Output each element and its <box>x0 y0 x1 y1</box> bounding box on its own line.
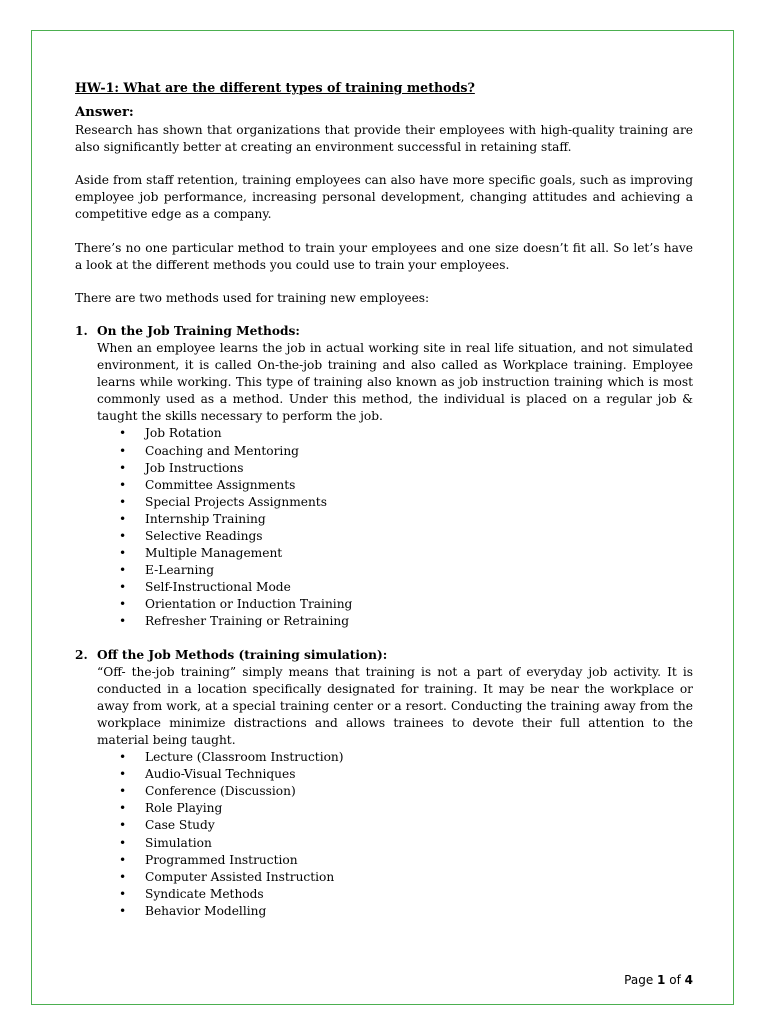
page-title: HW-1: What are the different types of training methods? <box>75 80 475 95</box>
list-item: • Job Rotation <box>119 425 693 442</box>
list-item: • Role Playing <box>119 800 693 817</box>
list-item: • Selective Readings <box>119 528 693 545</box>
section-title: Off the Job Methods (training simulation): <box>97 647 388 662</box>
section-number: 2. <box>75 647 88 662</box>
section-body: When an employee learns the job in actual working site in real life situation, and not simulated environment, it is called On-the-job training and also called as Workplace training. Employee learns while working. This type of training also known as job instruction training which is most commonly used as a method. Under this method, the individual is placed on a regular job & taught the skills necessary to perform the job. <box>97 340 693 424</box>
answer-label: Answer: <box>75 105 134 121</box>
list-item: • Lecture (Classroom Instruction) <box>119 749 693 766</box>
list-item: • Coaching and Mentoring <box>119 443 693 460</box>
list-item: • Conference (Discussion) <box>119 783 693 800</box>
section-title: On the Job Training Methods: <box>97 323 300 338</box>
section-off-the-job <box>75 647 693 921</box>
paragraph-two-methods: There are two methods used for training new employees: <box>75 290 430 305</box>
section-number: 1. <box>75 323 88 338</box>
list-item: • Committee Assignments <box>119 477 693 494</box>
method-list <box>119 425 693 630</box>
list-item: • Internship Training <box>119 511 693 528</box>
of-word: of <box>669 973 681 987</box>
list-item: • Multiple Management <box>119 545 693 562</box>
list-item: • Audio-Visual Techniques <box>119 766 693 783</box>
list-item: • Orientation or Induction Training <box>119 596 693 613</box>
list-item: • E-Learning <box>119 562 693 579</box>
list-item: • Job Instructions <box>119 460 693 477</box>
list-item: • Behavior Modelling <box>119 903 693 920</box>
paragraph-methods: There’s no one particular method to train your employees and one size doesn’t fit all. So let’s have a look at the different methods you could use to train your employees. <box>75 240 693 272</box>
list-item: • Refresher Training or Retraining <box>119 613 693 630</box>
current-page: 1 <box>657 973 666 987</box>
document-body <box>75 79 693 920</box>
list-item: • Special Projects Assignments <box>119 494 693 511</box>
section-heading <box>75 647 693 664</box>
list-item: • Case Study <box>119 817 693 834</box>
list-item: • Self-Instructional Mode <box>119 579 693 596</box>
list-item: • Syndicate Methods <box>119 886 693 903</box>
paragraph-goals: Aside from staff retention, training employees can also have more specific goals, such as improving employee job performance, increasing personal development, changing attitudes and achieving a competitive edge as a company. <box>75 173 693 222</box>
list-item: • Simulation <box>119 835 693 852</box>
section-heading <box>75 323 693 340</box>
method-list <box>119 749 693 920</box>
total-pages: 4 <box>684 973 693 987</box>
section-body: “Off- the-job training” simply means that training is not a part of everyday job activity. It is conducted in a location specifically designated for training. It may be near the workplace or away from work, at a special training center or a resort. Conducting the training away from the workplace minimize distractions and allows trainees to devote their full attention to the material being taught. <box>97 664 693 747</box>
list-item: • Programmed Instruction <box>119 852 693 869</box>
page-number-footer <box>624 973 693 987</box>
section-on-the-job <box>75 323 693 631</box>
page-word: Page <box>624 973 654 987</box>
list-item: • Computer Assisted Instruction <box>119 869 693 886</box>
paragraph-intro: Research has shown that organizations that provide their employees with high-quality training are also significantly better at creating an environment successful in retaining staff. <box>75 123 693 155</box>
